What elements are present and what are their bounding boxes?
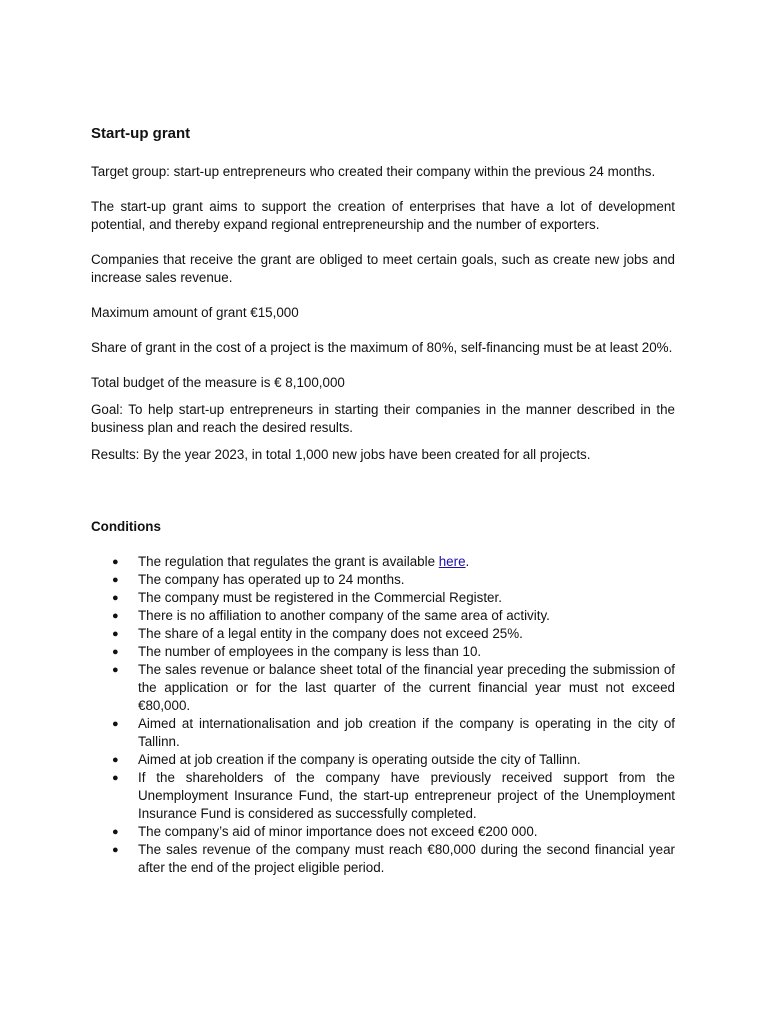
list-item — [91, 823, 675, 841]
bullet-icon: ● — [112, 628, 119, 640]
bullet-icon: ● — [112, 772, 119, 784]
results-paragraph: Results: By the year 2023, in total 1,000 new jobs have been created for all projects. — [91, 447, 591, 462]
condition-text: The company has operated up to 24 months. — [138, 572, 405, 587]
list-item — [91, 553, 675, 571]
list-item — [91, 751, 675, 769]
regulation-link[interactable]: here — [438, 554, 466, 569]
condition-text: The sales revenue of the company must reach €80,000 during the second financial year after the end of the project eligible period. — [138, 842, 675, 875]
condition-text: There is no affiliation to another company of the same area of activity. — [138, 608, 550, 623]
goal-paragraph: Goal: To help start-up entrepreneurs in starting their companies in the manner described in the business plan and reach the desired results. — [91, 402, 675, 435]
list-item — [91, 589, 675, 607]
condition-text: The company’s aid of minor importance does not exceed €200 000. — [138, 824, 538, 839]
aims-paragraph: The start-up grant aims to support the creation of enterprises that have a lot of development potential, and thereby expand regional entrepreneurship and the number of exporters. — [91, 199, 675, 232]
condition-text: Aimed at internationalisation and job creation if the company is operating in the city of Tallinn. — [138, 716, 675, 749]
bullet-icon: ● — [112, 754, 119, 766]
bullet-icon: ● — [112, 826, 119, 838]
page-title: Start-up grant — [91, 125, 191, 142]
list-item — [91, 625, 675, 643]
bullet-icon: ● — [112, 592, 119, 604]
document-page — [91, 124, 675, 877]
bullet-icon: ● — [112, 556, 119, 568]
list-item — [91, 643, 675, 661]
list-item — [91, 841, 675, 877]
conditions-list — [91, 553, 675, 877]
conditions-heading: Conditions — [91, 519, 161, 534]
obligations-paragraph: Companies that receive the grant are obliged to meet certain goals, such as create new jobs and increase sales revenue. — [91, 252, 675, 285]
budget-paragraph: Total budget of the measure is € 8,100,000 — [91, 375, 345, 390]
bullet-icon: ● — [112, 610, 119, 622]
bullet-icon: ● — [112, 718, 119, 730]
list-item — [91, 661, 675, 715]
list-item — [91, 715, 675, 751]
bullet-icon: ● — [112, 646, 119, 658]
condition-text: The sales revenue or balance sheet total of the financial year preceding the submission of the application or for the last quarter of the current financial year must not exceed €80,000. — [138, 662, 675, 713]
bullet-icon: ● — [112, 844, 119, 856]
condition-text: The number of employees in the company is less than 10. — [138, 644, 482, 659]
list-item — [91, 769, 675, 823]
list-item — [91, 571, 675, 589]
condition-text: The share of a legal entity in the company does not exceed 25%. — [138, 626, 523, 641]
condition-text: The company must be registered in the Commercial Register. — [138, 590, 502, 605]
target-group-paragraph: Target group: start-up entrepreneurs who created their company within the previous 24 months. — [91, 164, 656, 179]
share-paragraph: Share of grant in the cost of a project is the maximum of 80%, self-financing must be at least 20%. — [91, 340, 673, 355]
bullet-icon: ● — [112, 574, 119, 586]
regulation-suffix: . — [465, 554, 470, 569]
list-item — [91, 607, 675, 625]
condition-text: If the shareholders of the company have previously received support from the Unemployment Insurance Fund, the start-up entrepreneur project of the Unemployment Insurance Fund is considered as successfully completed. — [138, 770, 675, 821]
max-amount-paragraph: Maximum amount of grant €15,000 — [91, 305, 299, 320]
bullet-icon: ● — [112, 664, 119, 676]
regulation-text: The regulation that regulates the grant is available — [138, 554, 439, 569]
condition-text: Aimed at job creation if the company is operating outside the city of Tallinn. — [138, 752, 581, 767]
